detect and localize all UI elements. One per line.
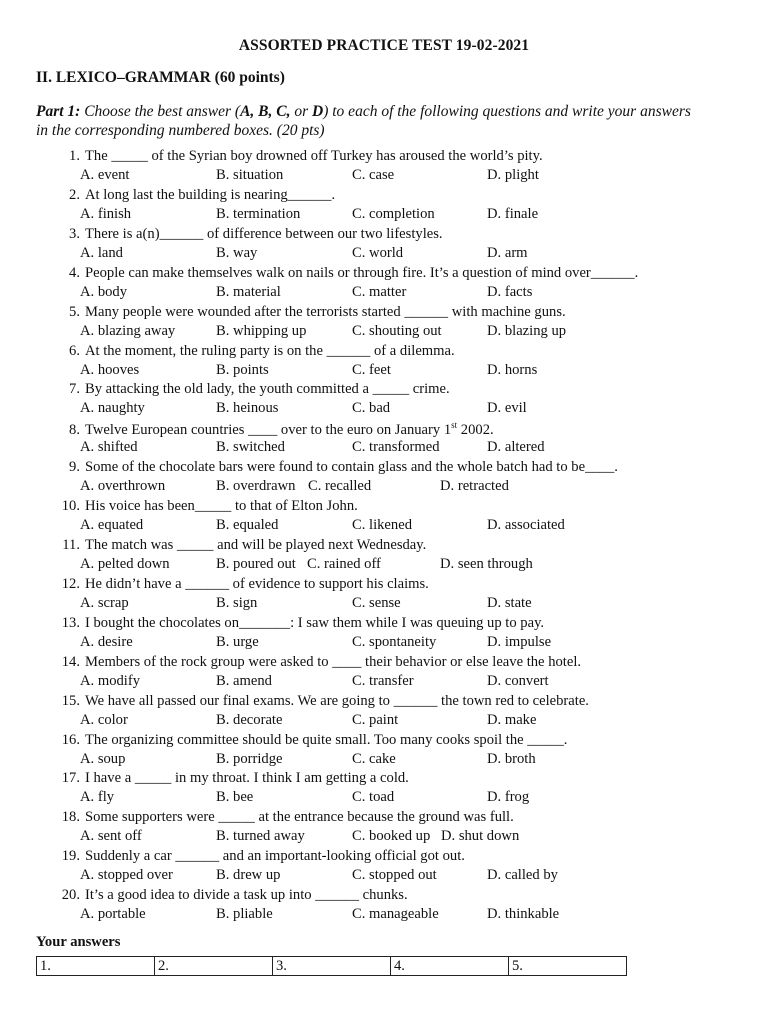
option-d: D. convert bbox=[487, 672, 549, 689]
question-superscript: st bbox=[451, 420, 458, 431]
option-a: A. blazing away bbox=[80, 322, 176, 339]
question-stem bbox=[56, 770, 409, 787]
option-c: C. likened bbox=[352, 517, 412, 534]
question-stem bbox=[56, 304, 566, 321]
option-d: D. blazing up bbox=[487, 322, 567, 339]
option-c: C. manageable bbox=[352, 906, 439, 923]
option-d: D. associated bbox=[487, 517, 565, 534]
option-a: A. naughty bbox=[80, 400, 145, 417]
option-b: B. material bbox=[216, 283, 281, 300]
question-text: At long last the building is nearing______. bbox=[85, 186, 336, 203]
question-text: The organizing committee should be quite small. Too many cooks spoil the _____. bbox=[85, 731, 568, 748]
option-c: C. paint bbox=[352, 711, 399, 728]
option-b: B. amend bbox=[216, 672, 272, 689]
question-stem bbox=[56, 265, 638, 282]
question-stem bbox=[56, 654, 581, 671]
question-number: 10. bbox=[61, 498, 80, 515]
option-c: C. case bbox=[352, 167, 395, 183]
section-heading: II. LEXICO–GRAMMAR (60 points) bbox=[36, 69, 285, 86]
option-d: D. impulse bbox=[487, 633, 552, 650]
option-b: B. overdrawn bbox=[216, 478, 296, 495]
option-b: B. turned away bbox=[216, 828, 305, 845]
option-c: C. spontaneity bbox=[352, 633, 437, 650]
option-a: A. modify bbox=[80, 672, 140, 689]
question-stem bbox=[56, 148, 543, 165]
option-c: C. transfer bbox=[352, 672, 414, 689]
option-c: C. bad bbox=[352, 400, 391, 417]
answer-box[interactable]: 4. bbox=[391, 957, 509, 976]
question-stem bbox=[56, 226, 443, 243]
option-c: C. stopped out bbox=[352, 867, 437, 884]
question-number: 1. bbox=[69, 148, 80, 164]
question-text: Many people were wounded after the terrorists started ______ with machine guns. bbox=[85, 303, 566, 320]
answer-row bbox=[37, 957, 627, 976]
answers-label: Your answers bbox=[36, 934, 121, 950]
part-text-c: ) to each of the following questions and write your answers bbox=[323, 103, 691, 120]
option-d: D. frog bbox=[487, 789, 530, 806]
part-instructions bbox=[36, 102, 736, 140]
option-a: A. overthrown bbox=[80, 478, 166, 495]
question-stem bbox=[56, 809, 514, 826]
question-stem bbox=[56, 498, 358, 515]
option-b: B. situation bbox=[216, 167, 284, 183]
question-number: 19. bbox=[61, 848, 80, 865]
option-c: C. booked up bbox=[352, 828, 431, 845]
option-d: D. thinkable bbox=[487, 906, 560, 923]
question-text: We have all passed our final exams. We are going to ______ the town red to celebrate. bbox=[85, 692, 589, 709]
option-c: C. toad bbox=[352, 789, 395, 806]
question-stem bbox=[56, 576, 429, 593]
option-c: C. world bbox=[352, 244, 404, 261]
option-a: A. finish bbox=[80, 205, 132, 222]
question-text: At the moment, the ruling party is on the ______ of a dilemma. bbox=[85, 342, 455, 359]
question-text: Twelve European countries ____ over to the euro on January 1 bbox=[85, 422, 452, 439]
option-c: C. sense bbox=[352, 594, 401, 611]
question-text: Suddenly a car ______ and an important-looking official got out. bbox=[85, 848, 465, 865]
option-a: A. pelted down bbox=[80, 556, 170, 572]
question-number: 11. bbox=[62, 537, 80, 553]
question-text: He didn’t have a ______ of evidence to support his claims. bbox=[85, 575, 429, 592]
option-a: A. shifted bbox=[80, 439, 138, 456]
option-a: A. sent off bbox=[80, 828, 142, 845]
option-b: B. drew up bbox=[216, 867, 281, 884]
page-title: ASSORTED PRACTICE TEST 19-02-2021 bbox=[238, 37, 530, 54]
option-d: D. evil bbox=[487, 400, 527, 417]
question-text: Some supporters were _____ at the entrance because the ground was full. bbox=[85, 809, 514, 826]
option-a: A. event bbox=[80, 167, 130, 183]
option-b: B. bee bbox=[216, 789, 254, 806]
answer-box[interactable]: 5. bbox=[509, 957, 627, 976]
option-d: D. facts bbox=[487, 283, 533, 300]
option-d: D. plight bbox=[487, 167, 539, 183]
answer-box[interactable]: 1. bbox=[37, 957, 155, 976]
question-number: 14. bbox=[61, 653, 80, 670]
option-d: D. horns bbox=[487, 361, 538, 378]
option-a: A. hooves bbox=[80, 361, 140, 378]
question-number: 3. bbox=[69, 225, 80, 242]
option-a: A. stopped over bbox=[80, 867, 173, 884]
question-text: By attacking the old lady, the youth committed a _____ crime. bbox=[85, 381, 450, 398]
question-number: 2. bbox=[69, 186, 80, 203]
part-letters: A, B, C, bbox=[240, 103, 291, 120]
option-c: C. completion bbox=[352, 205, 435, 222]
question-stem bbox=[56, 381, 450, 398]
option-c: C. cake bbox=[352, 750, 396, 767]
option-c: C. recalled bbox=[308, 478, 372, 495]
part-text-b: or bbox=[290, 103, 313, 120]
question-text: It’s a good idea to divide a task up into ______ chunks. bbox=[85, 887, 408, 904]
option-c: C. feet bbox=[352, 361, 391, 378]
question-stem bbox=[56, 732, 567, 749]
question-stem bbox=[56, 887, 408, 904]
option-d: D. state bbox=[487, 594, 532, 611]
question-text: Members of the rock group were asked to ____ their behavior or else leave the hotel. bbox=[85, 653, 582, 670]
question-text: The match was _____ and will be played next Wednesday. bbox=[85, 537, 427, 553]
option-c: C. rained off bbox=[307, 556, 381, 572]
option-d: D. called by bbox=[487, 867, 558, 884]
question-number: 5. bbox=[69, 303, 80, 320]
option-a: A. scrap bbox=[80, 594, 129, 611]
option-c: C. transformed bbox=[352, 439, 440, 456]
option-d: D. altered bbox=[487, 439, 545, 456]
option-b: B. sign bbox=[216, 594, 258, 611]
option-a: A. desire bbox=[80, 633, 133, 650]
option-d: D. retracted bbox=[440, 478, 509, 495]
question-number: 20. bbox=[61, 887, 80, 904]
question-stem bbox=[56, 693, 589, 710]
option-b: B. decorate bbox=[216, 711, 283, 728]
question-text: His voice has been_____ to that of Elton John. bbox=[85, 498, 358, 515]
option-b: B. whipping up bbox=[216, 322, 307, 339]
question-text: People can make themselves walk on nails or through fire. It’s a question of mind over______. bbox=[85, 264, 639, 281]
option-b: B. pliable bbox=[216, 906, 273, 923]
part-text-line2: in the corresponding numbered boxes. (20 pts) bbox=[36, 122, 325, 139]
question-stem bbox=[56, 615, 544, 632]
question-number: 8. bbox=[69, 422, 80, 439]
option-b: B. poured out bbox=[216, 556, 296, 572]
option-b: B. porridge bbox=[216, 750, 283, 767]
option-b: B. equaled bbox=[216, 517, 279, 534]
option-a: A. land bbox=[80, 244, 123, 261]
part-text-a: Choose the best answer ( bbox=[80, 103, 241, 120]
option-a: A. equated bbox=[80, 517, 144, 534]
question-number: 18. bbox=[61, 809, 80, 826]
question-number: 7. bbox=[69, 381, 80, 398]
question-text: The _____ of the Syrian boy drowned off Turkey has aroused the world’s pity. bbox=[85, 148, 543, 164]
option-d: D. arm bbox=[487, 244, 528, 261]
question-stem bbox=[56, 187, 335, 204]
option-d: D. shut down bbox=[441, 828, 520, 845]
option-b: B. way bbox=[216, 244, 258, 261]
option-b: B. heinous bbox=[216, 400, 279, 417]
option-a: A. soup bbox=[80, 750, 126, 767]
question-number: 9. bbox=[69, 459, 80, 476]
option-b: B. switched bbox=[216, 439, 285, 456]
question-number: 15. bbox=[61, 692, 80, 709]
option-d: D. seen through bbox=[440, 556, 533, 572]
question-text-tail: 2002. bbox=[457, 422, 494, 439]
question-number: 4. bbox=[69, 264, 80, 281]
option-b: B. points bbox=[216, 361, 269, 378]
answer-box[interactable]: 2. bbox=[155, 957, 273, 976]
question-stem bbox=[56, 343, 455, 360]
option-b: B. termination bbox=[216, 205, 301, 222]
question-number: 17. bbox=[61, 770, 80, 787]
part-letter-d: D bbox=[312, 103, 324, 120]
question-text: Some of the chocolate bars were found to contain glass and the whole batch had to be____. bbox=[85, 459, 618, 476]
option-a: A. portable bbox=[80, 906, 146, 923]
answer-table bbox=[36, 956, 627, 976]
option-a: A. body bbox=[80, 283, 128, 300]
question-stem bbox=[56, 848, 465, 865]
option-a: A. fly bbox=[80, 789, 115, 806]
option-c: C. matter bbox=[352, 283, 407, 300]
option-d: D. finale bbox=[487, 205, 539, 222]
question-stem bbox=[56, 537, 426, 554]
question-text: I bought the chocolates on_______: I saw them while I was queuing up to pay. bbox=[85, 614, 545, 631]
question-stem bbox=[56, 420, 494, 439]
question-number: 13. bbox=[61, 614, 80, 631]
option-a: A. color bbox=[80, 711, 128, 728]
part-label: Part 1: bbox=[36, 103, 81, 120]
option-b: B. urge bbox=[216, 633, 259, 650]
question-number: 6. bbox=[69, 342, 80, 359]
option-c: C. shouting out bbox=[352, 322, 442, 339]
question-stem bbox=[56, 459, 618, 476]
question-text: There is a(n)______ of difference between our two lifestyles. bbox=[85, 225, 443, 242]
question-text: I have a _____ in my throat. I think I am getting a cold. bbox=[85, 770, 409, 787]
answer-box[interactable]: 3. bbox=[273, 957, 391, 976]
option-d: D. broth bbox=[487, 750, 536, 767]
question-number: 16. bbox=[61, 731, 80, 748]
question-number: 12. bbox=[61, 575, 80, 592]
option-d: D. make bbox=[487, 711, 537, 728]
